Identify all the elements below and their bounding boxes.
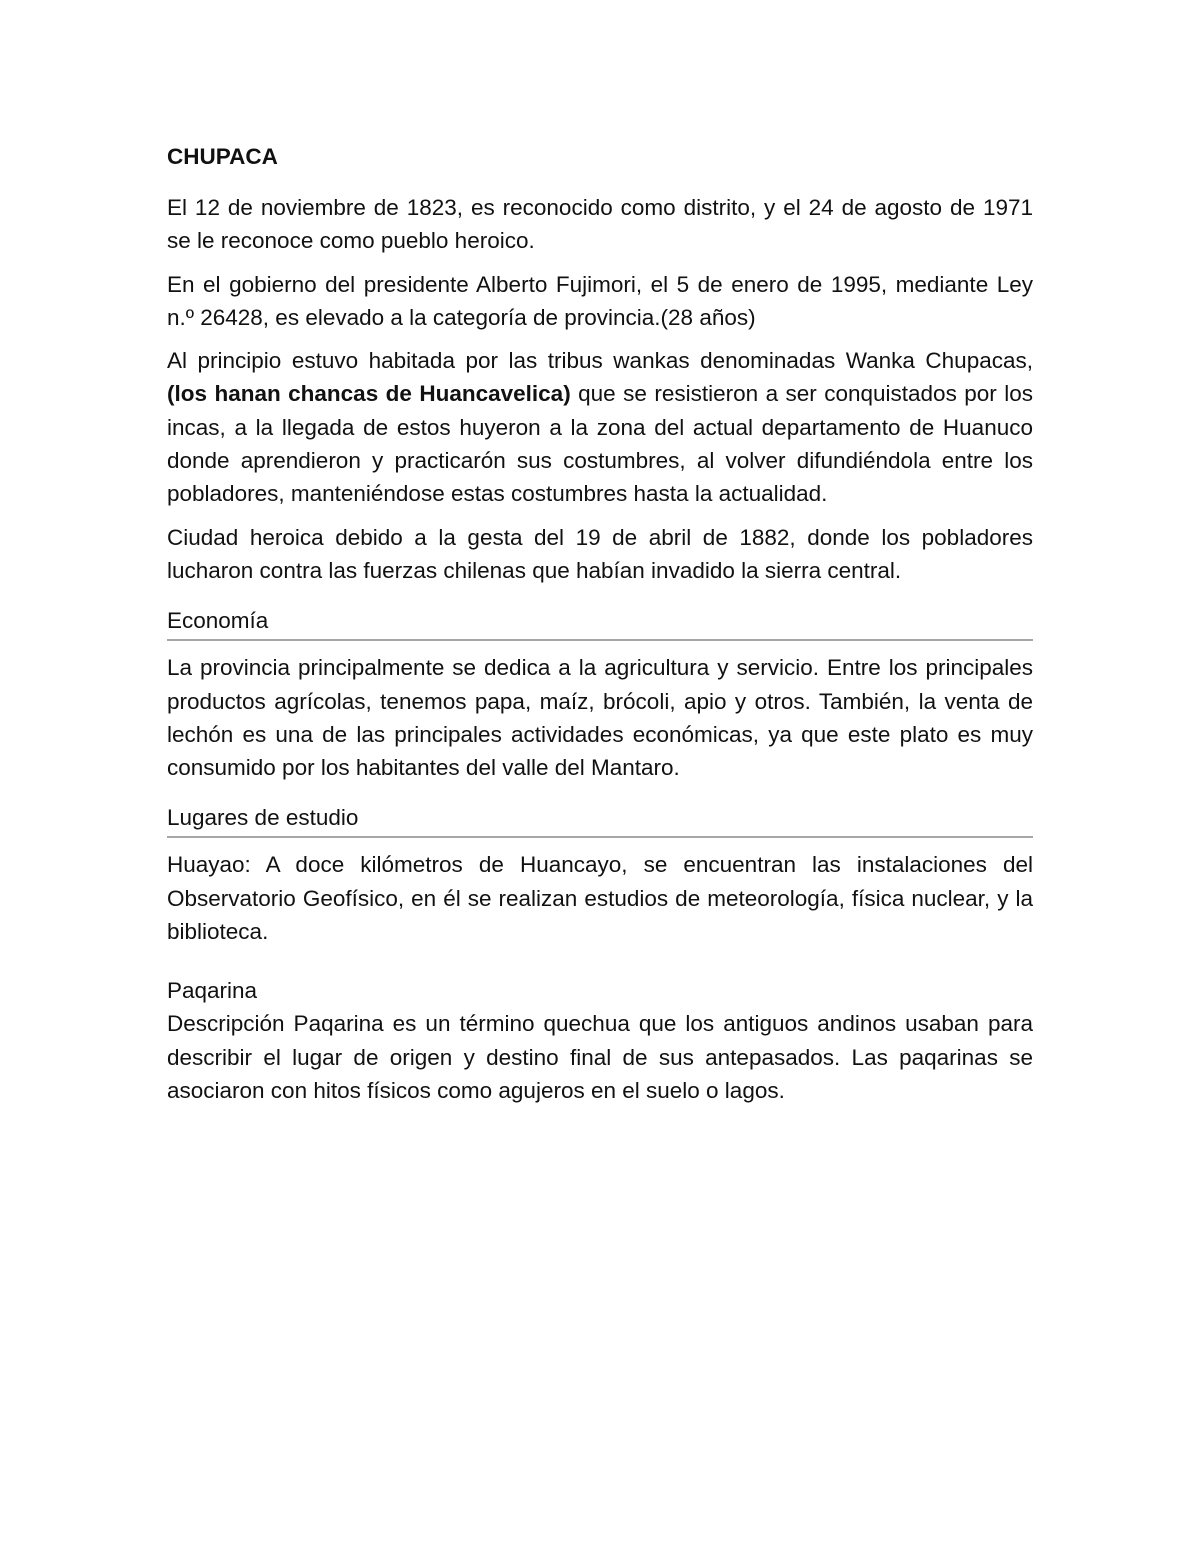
paragraph-heroic-city: Ciudad heroica debido a la gesta del 19 de abril de 1882, donde los pobladores lucharon contra las fuerzas chilenas que habían invadido la sierra central. bbox=[167, 524, 1033, 583]
paragraph-district: El 12 de noviembre de 1823, es reconocido como distrito, y el 24 de agosto de 1971 se le reconoce como pueblo heroico. bbox=[167, 195, 1033, 254]
document-title: CHUPACA bbox=[167, 144, 278, 169]
paragraph-paqarina: Descripción Paqarina es un término quechua que los antiguos andinos usaban para describir el lugar de origen y destino final de sus antepasados. Las paqarinas se asociaron con hitos físicos como agujeros en el suelo o lagos. bbox=[167, 1011, 1033, 1103]
heading-paqarina: Paqarina bbox=[167, 978, 258, 1004]
paragraph-province: En el gobierno del presidente Alberto Fujimori, el 5 de enero de 1995, mediante Ley n.º 26428, es elevado a la categoría de provincia.(28 años) bbox=[167, 271, 1033, 330]
history-text-start: Al principio estuvo habitada por las tribus wankas denominadas Wanka Chupacas, bbox=[167, 348, 1033, 374]
paragraph-lugares-de-estudio: Huayao: A doce kilómetros de Huancayo, se encuentran las instalaciones del Observatorio Geofísico, en él se realizan estudios de meteorología, física nuclear, y la biblioteca. bbox=[167, 852, 1033, 945]
heading-economia: Economía bbox=[167, 605, 1033, 641]
history-text-end: que se resistieron a ser conquistados por los incas, a la llegada de estos huyeron a la zona del actual departamento de Huanuco donde aprendieron y practicarón sus costumbres, al volver difundiéndola entre los pobladores, manteniéndose estas costumbres hasta la actualidad. bbox=[167, 381, 1033, 507]
document-page bbox=[167, 140, 1033, 1117]
paragraph-history bbox=[167, 344, 1033, 510]
history-bold-text: (los hanan chancas de Huancavelica) bbox=[167, 381, 571, 407]
heading-lugares-de-estudio: Lugares de estudio bbox=[167, 802, 1033, 838]
paragraph-economia: La provincia principalmente se dedica a la agricultura y servicio. Entre los principales productos agrícolas, tenemos papa, maíz, brócoli, apio y otros. También, la venta de lechón es una de las principales actividades económicas, ya que este plato es muy consumido por los habitantes del valle del Mantaro. bbox=[167, 655, 1033, 781]
